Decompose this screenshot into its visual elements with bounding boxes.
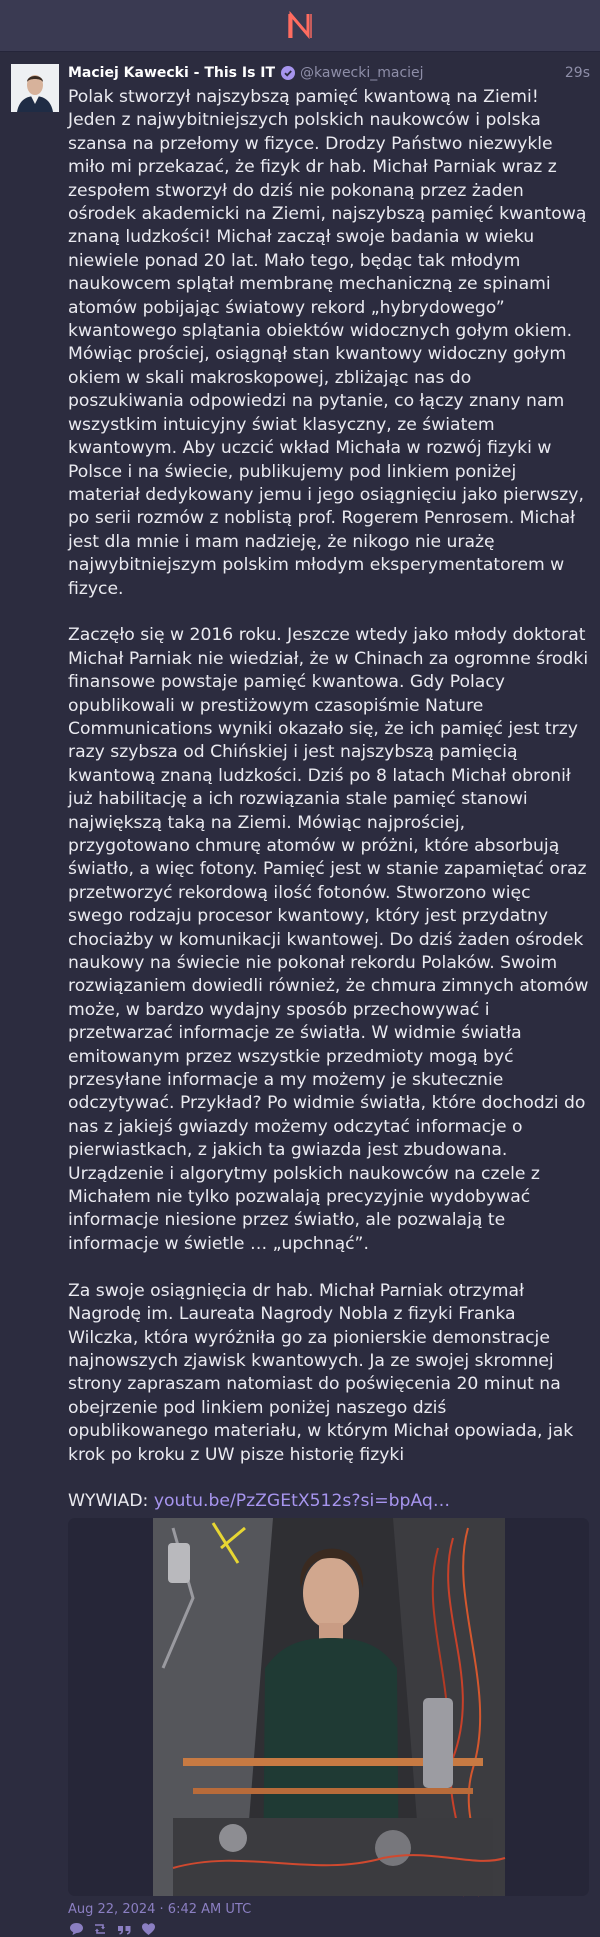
interview-line bbox=[68, 1490, 590, 1513]
attached-photo[interactable] bbox=[153, 1518, 505, 1896]
tweet bbox=[0, 52, 600, 1917]
author-handle[interactable]: @kawecki_maciej bbox=[300, 65, 424, 81]
tweet-body bbox=[68, 86, 590, 1514]
tweet-paragraph: Zaczęło się w 2016 roku. Jeszcze wtedy jako młody doktorat Michał Parniak nie wiedział, że w Chinach za ogromne środki finansowe powstaje pamięć kwantowa. Gdy Polacy opublikowali w prestiżowym czasopiśmie Nature Communications wyniki okazało się, że ich pamięć jest trzy razy szybsza od Chińskiej i jest najszybszą pamięcią kwantową znaną ludzkości. Dziś po 8 latach Michał obronił już habilitację a ich rozwiązania stale pamięć stanowi największą taką na Ziemi. Mówiąc najprościej, przygotowano chmurę atomów w próżni, które absorbują światło, a więc fotony. Pamięć jest w stanie zapamiętać oraz przetworzyć rekordową ilość fotonów. Stworzono więc swego rodzaju procesor kwantowy, który jest przydatny chociażby w komunikacji kwantowej. Do dziś żaden ośrodek naukowy na świecie nie pokonał rekordu Polaków. Swoim rozwiązaniem dowiedli również, że chmura zimnych atomów może, w bardzo wydajny sposób przechowywać i przetwarzać informacje ze światła. W widmie światła emitowanym przez wszystkie przedmioty mogą być przesyłane informacje a my możemy je skutecznie odczytywać. Przykład? Po widmie światła, które dochodzi do nas z jakiejś gwiazdy możemy odczytać informacje o pierwiastkach, z jakich ta gwiazda jest zbudowana. Urządzenie i algorytmy polskich naukowców na czele z Michałem nie tylko pozwalają precyzyjnie wydobywać informacje niesione przez światło, ale pozwalają te informacje w świetle … „upchnąć”. bbox=[68, 625, 589, 1254]
like-icon[interactable] bbox=[140, 1921, 156, 1937]
interview-link[interactable]: youtu.be/PzZGEtX512s?si=bpAq… bbox=[153, 1491, 451, 1512]
tweet-header bbox=[68, 62, 590, 84]
quote-icon[interactable] bbox=[116, 1921, 132, 1937]
tweet-time[interactable]: 29s bbox=[564, 65, 590, 81]
tweet-date[interactable]: Aug 22, 2024 · 6:42 AM UTC bbox=[68, 1901, 252, 1917]
retweet-icon[interactable] bbox=[92, 1921, 108, 1937]
interview-label: WYWIAD: bbox=[68, 1491, 154, 1512]
tweet-content bbox=[68, 62, 590, 1937]
author-name[interactable]: Maciej Kawecki - This Is IT bbox=[68, 65, 276, 81]
nitter-logo-icon[interactable] bbox=[287, 11, 313, 41]
verified-icon bbox=[281, 66, 295, 80]
reply-icon[interactable] bbox=[68, 1921, 84, 1937]
attached-media[interactable] bbox=[68, 1518, 589, 1896]
tweet-paragraph: Polak stworzył najszybszą pamięć kwantową na Ziemi! Jeden z najwybitniejszych polskich naukowców i polska szansa na przełomy w fizyce. Drodzy Państwo niezwykle miło mi przekazać, że fizyk dr hab. Michał Parniak wraz z zespołem stworzył do dziś nie pokonaną przez żaden ośrodek akademicki na Ziemi, najszybszą pamięć kwantową znaną ludzkości! Michał zaczął swoje badania w wieku niewiele ponad 20 lat. Mało tego, będąc tak młodym naukowcem splątał membranę mechaniczną ze spinami atomów pobijając światowy rekord „hybrydowego” kwantowego splątania obiektów widocznych gołym okiem. Mówiąc prościej, osiągnął stan kwantowy widoczny gołym okiem w skali makroskopowej, zbliżając nas do poszukiwania odpowiedzi na pytanie, co łączy znany nam wszystkim intuicyjny świat klasyczny, ze światem kwantowym. Aby uczcić wkład Michała w rozwój fizyki w Polsce i na świecie, publikujemy pod linkiem poniżej materiał dedykowany jemu i jego osiągnięciu jako pierwszy, po serii rozmów z noblistą prof. Rogerem Penrosem. Michał jest dla mnie i mam nadzieję, że nikogo nie urażę najwybitniejszym polskim młodym eksperymentatorem w fizyce. bbox=[68, 87, 587, 599]
tweet-actions bbox=[68, 1921, 590, 1937]
top-bar bbox=[0, 0, 600, 52]
tweet-paragraph: Za swoje osiągnięcia dr hab. Michał Parniak otrzymał Nagrodę im. Laureata Nagrody Nobla z fizyki Franka Wilczka, która wyróżniła go za pionierskie demonstracje najnowszych zjawisk kwantowych. Ja ze swojej skromnej strony zapraszam natomiast do poświęcenia 20 minut na obejrzenie pod linkiem poniżej naszego dziś opublikowanego materiału, w którym Michał opowiada, jak krok po kroku z UW pisze historię fizyki bbox=[68, 1280, 574, 1465]
avatar[interactable] bbox=[11, 64, 59, 112]
